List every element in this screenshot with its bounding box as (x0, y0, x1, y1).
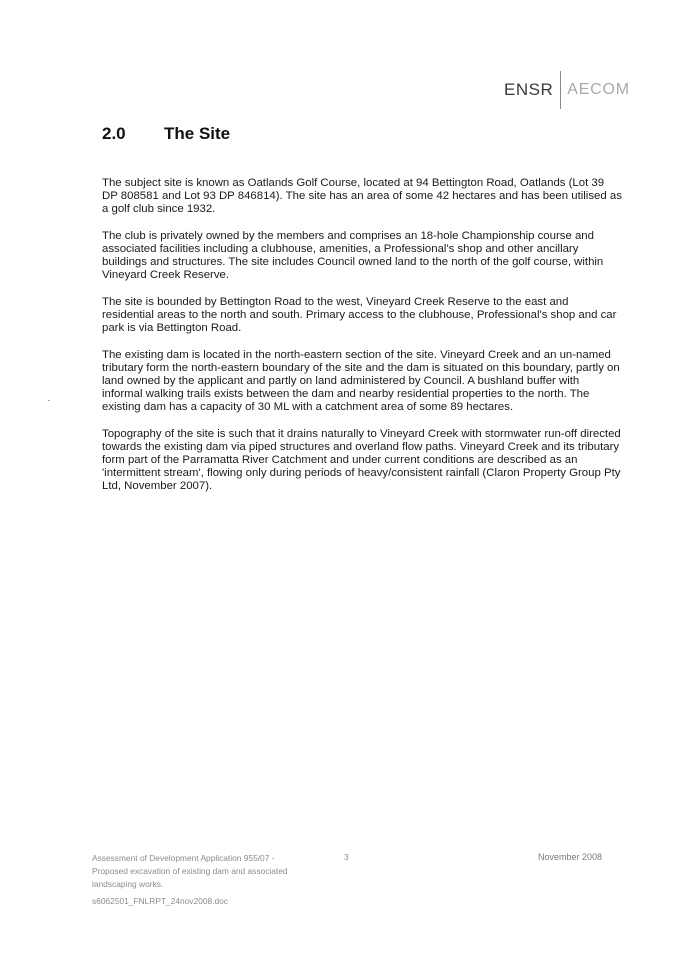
footer-filename: s6062501_FNLRPT_24nov2008.doc (92, 896, 228, 907)
logo-aecom-text: AECOM (567, 81, 630, 98)
section-number: 2.0 (102, 124, 126, 143)
logo-ensr-text: ENSR (504, 80, 554, 99)
page-number: 3 (344, 852, 349, 862)
section-heading (102, 124, 230, 144)
footer-description-line: Proposed excavation of existing dam and associated (92, 865, 288, 876)
paragraph-topography: Topography of the site is such that it drains naturally to Vineyard Creek with stormwater run-off directed towards the existing dam via piped structures and overland flow paths. Vineyard Creek and its tributary form part of the Parramatta River Catchment and under current conditions are described as an 'intermittent stream', flowing only during periods of heavy/consistent rainfall (Claron Property Group Pty Ltd, November 2007). (102, 428, 621, 492)
paragraph-existing-dam: The existing dam is located in the north-eastern section of the site. Vineyard Creek and an un-named tributary form the north-eastern boundary of the site and the dam is situated on this boundary, partly on land owned by the applicant and partly on land administered by Council. A bushland buffer with informal walking trails exists between the dam and nearby residential properties to the north. The existing dam has a capacity of 30 ML with a catchment area of some 89 hectares. (102, 349, 620, 413)
footer-description-line: Assessment of Development Application 955/07 - (92, 853, 275, 863)
logo-divider (560, 71, 561, 109)
footer-document-info (92, 852, 322, 908)
section-title: The Site (164, 124, 231, 143)
company-logo (504, 74, 630, 106)
paragraph-ownership: The club is privately owned by the members and comprises an 18-hole Championship course and associated facilities including a clubhouse, amenities, a Professional's shop and other ancillary buildings and structures. The site includes Council owned land to the north of the golf course, within Vineyard Creek Reserve. (102, 230, 604, 281)
footer-description-line: landscaping works. (92, 878, 164, 889)
section-body (102, 177, 622, 507)
paragraph-boundaries: The site is bounded by Bettington Road to the west, Vineyard Creek Reserve to the east and residential areas to the north and south. Primary access to the clubhouse, Professional's shop and car park is via Bettington Road. (102, 296, 617, 334)
footer-date: November 2008 (537, 852, 602, 862)
paragraph-site-description: The subject site is known as Oatlands Golf Course, located at 94 Bettington Road, Oatlands (Lot 39 DP 808581 and Lot 93 DP 846814). The site has an area of some 42 hectares and has been utilised as a golf club since 1932. (102, 177, 622, 215)
scan-mark (48, 400, 50, 401)
